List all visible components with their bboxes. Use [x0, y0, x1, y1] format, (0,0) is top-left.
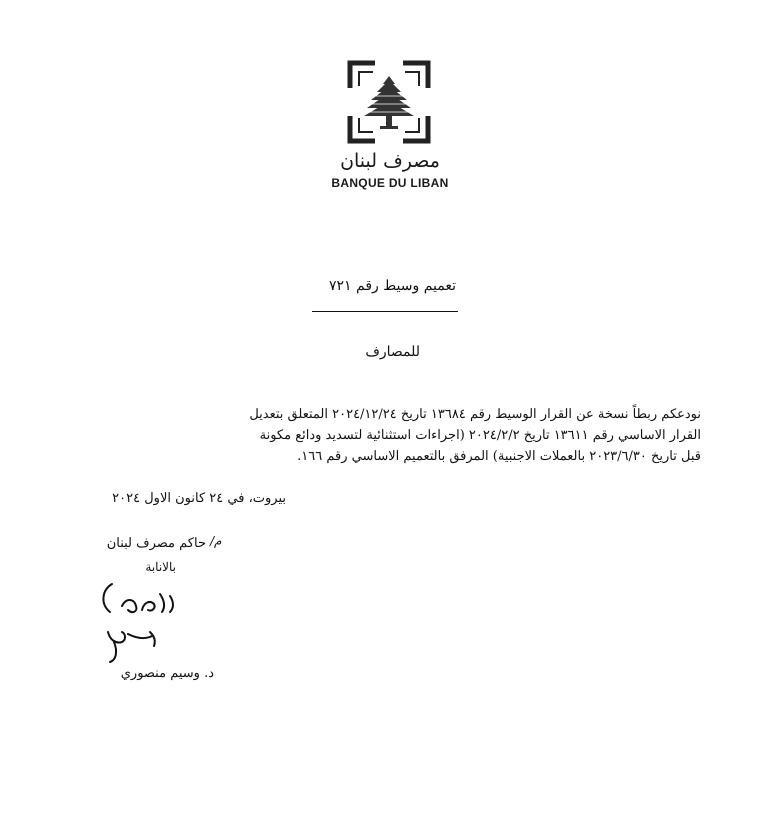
body-line: نودعكم ربطاً نسخة عن القرار الوسيط رقم ١٣٦٨٤ تاريخ ٢٠٢٤/١٢/٢٤ المتعلق بتعديل [249, 407, 701, 422]
handwritten-signature-icon [92, 576, 192, 666]
circular-title: تعميم وسيط رقم ٧٢١ [329, 278, 456, 294]
title-underline [312, 311, 458, 312]
body-paragraph [66, 404, 701, 467]
signature-mark: /م [210, 534, 222, 548]
signatory-title: حاكم مصرف لبنان [106, 536, 206, 551]
bank-name-arabic: مصرف لبنان [340, 150, 440, 172]
signatory-name: د. وسيم منصوري [120, 666, 214, 681]
delegation-note: بالانابة [145, 560, 176, 574]
place-date: بيروت، في ٢٤ كانون الاول ٢٠٢٤ [112, 491, 286, 506]
cedar-tree-emblem-icon [347, 60, 431, 144]
body-line: القرار الاساسي رقم ١٣٦١١ تاريخ ٢٠٢٤/٢/٢ (اجراءات استثنائية لتسديد ودائع مكونة [259, 428, 701, 443]
bank-name-latin: BANQUE DU LIBAN [331, 176, 449, 190]
addressee: للمصارف [365, 344, 420, 360]
body-line: قبل تاريخ ٢٠٢٣/٦/٣٠ بالعملات الاجنبية) المرفق بالتعميم الاساسي رقم ١٦٦. [297, 449, 701, 464]
